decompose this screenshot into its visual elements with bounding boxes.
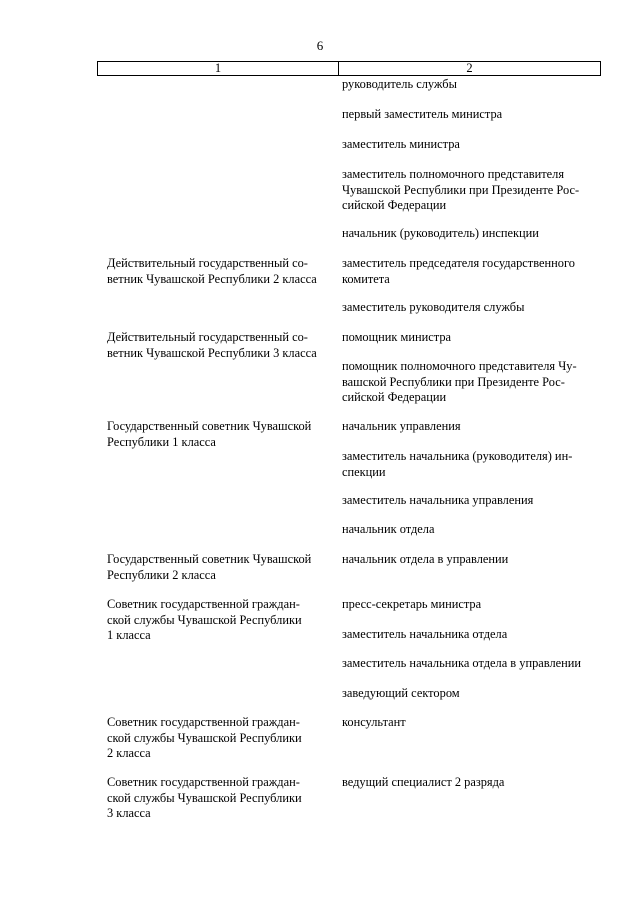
- text-line: Государственный советник Чувашской: [107, 419, 312, 433]
- table-header-row: [97, 61, 601, 76]
- position-item: [342, 552, 595, 568]
- table-header-col1: 1: [98, 62, 339, 75]
- position-item: [342, 137, 595, 153]
- text-line: Государственный советник Чувашской: [107, 552, 312, 566]
- text-line: ведущий специалист 2 разряда: [342, 775, 505, 789]
- text-line: ской службы Чувашской Республики: [107, 790, 302, 805]
- text-line: заместитель руководителя службы: [342, 300, 525, 314]
- position-item: [342, 493, 595, 509]
- class-rank-item: [107, 419, 332, 450]
- text-line: заведующий сектором: [342, 686, 460, 700]
- position-item: [342, 167, 595, 214]
- text-line: вашской Республики при Президенте Рос-: [342, 374, 565, 389]
- text-line: 3 класса: [107, 806, 151, 820]
- text-line: заместитель начальника отдела: [342, 627, 508, 641]
- text-line: Советник государственной граждан-: [107, 775, 300, 789]
- text-line: руководитель службы: [342, 77, 457, 91]
- text-line: комитета: [342, 271, 390, 286]
- text-line: ветник Чувашской Республики 3 класса: [107, 345, 317, 360]
- text-line: Действительный государственный со-: [107, 330, 308, 344]
- position-item: [342, 107, 595, 123]
- text-line: 2 класса: [107, 746, 151, 760]
- position-item: [342, 775, 595, 791]
- text-line: начальник отдела в управлении: [342, 552, 509, 566]
- text-line: Советник государственной граждан-: [107, 597, 300, 611]
- text-line: начальник управления: [342, 419, 461, 433]
- position-item: [342, 686, 595, 702]
- text-line: ской службы Чувашской Республики: [107, 612, 302, 627]
- text-line: заместитель председателя государственного: [342, 256, 575, 270]
- text-line: заместитель начальника отдела в управлении: [342, 656, 582, 670]
- position-item: [342, 522, 595, 538]
- position-item: [342, 256, 595, 287]
- text-line: помощник полномочного представителя Чу-: [342, 359, 577, 373]
- text-line: сийской Федерации: [342, 198, 447, 212]
- text-line: ветник Чувашской Республики 2 класса: [107, 271, 317, 286]
- text-line: пресс-секретарь министра: [342, 597, 482, 611]
- text-line: начальник (руководитель) инспекции: [342, 226, 539, 240]
- position-item: [342, 359, 595, 406]
- class-rank-item: [107, 552, 332, 583]
- text-line: Советник государственной граждан-: [107, 715, 300, 729]
- text-line: Чувашской Республики при Президенте Рос-: [342, 182, 580, 197]
- text-line: ской службы Чувашской Республики: [107, 730, 302, 745]
- position-item: [342, 419, 595, 435]
- position-item: [342, 77, 595, 93]
- text-line: сийской Федерации: [342, 390, 447, 404]
- text-line: заместитель министра: [342, 137, 460, 151]
- position-item: [342, 330, 595, 346]
- position-item: [342, 656, 595, 672]
- text-line: заместитель полномочного представителя: [342, 167, 565, 181]
- text-line: начальник отдела: [342, 522, 435, 536]
- position-item: [342, 715, 595, 731]
- page-number: 6: [316, 38, 324, 53]
- text-line: 1 класса: [107, 628, 151, 642]
- class-rank-item: [107, 330, 332, 361]
- position-item: [342, 627, 595, 643]
- text-line: заместитель начальника (руководителя) ин-: [342, 449, 573, 463]
- position-item: [342, 597, 595, 613]
- text-line: заместитель начальника управления: [342, 493, 534, 507]
- text-line: консультант: [342, 715, 406, 729]
- position-item: [342, 300, 595, 316]
- text-line: первый заместитель министра: [342, 107, 503, 121]
- position-item: [342, 226, 595, 242]
- text-line: помощник министра: [342, 330, 452, 344]
- class-rank-item: [107, 775, 332, 822]
- table-header-col2: 2: [466, 61, 473, 75]
- text-line: спекции: [342, 464, 386, 479]
- text-line: Республики 2 класса: [107, 567, 216, 582]
- class-rank-item: [107, 597, 332, 644]
- class-rank-item: [107, 256, 332, 287]
- text-line: Республики 1 класса: [107, 434, 216, 449]
- position-item: [342, 449, 595, 480]
- class-rank-item: [107, 715, 332, 762]
- text-line: Действительный государственный со-: [107, 256, 308, 270]
